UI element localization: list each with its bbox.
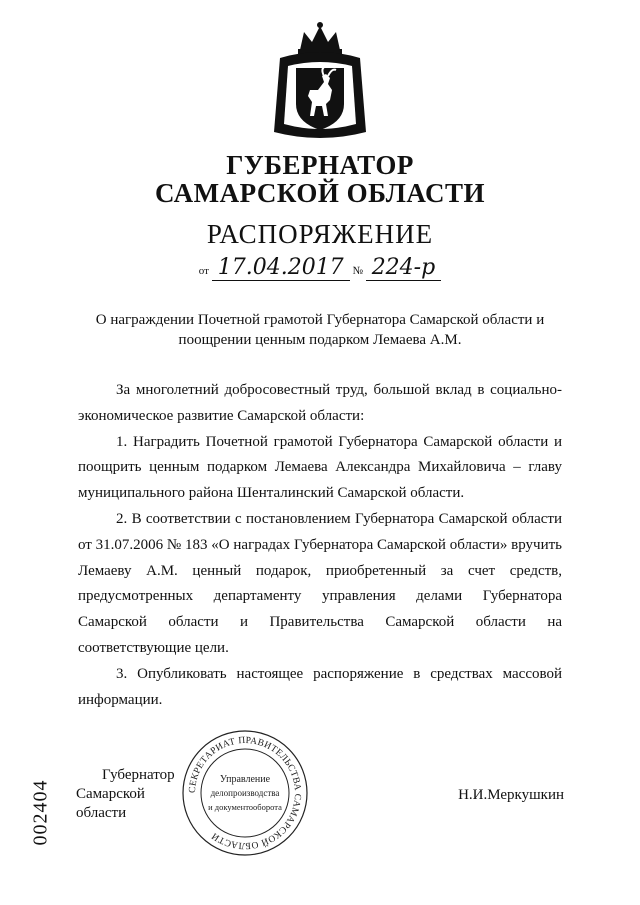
document-type: РАСПОРЯЖЕНИЕ: [206, 219, 434, 249]
stamp-line: и документооборота: [208, 802, 282, 812]
handwritten-date: 17.04.2017: [212, 256, 350, 281]
document-subject: [0, 310, 640, 350]
handwritten-number: 224-р: [366, 256, 442, 281]
date-prefix: от: [198, 265, 209, 277]
coat-of-arms-icon: [270, 20, 370, 144]
preamble-paragraph: За многолетний добросовестный труд, большой вклад в социально-экономическое развитие Самарской области:: [78, 382, 562, 424]
registry-number: [31, 768, 51, 856]
signatory-title-line: Самарской области: [76, 786, 145, 821]
registry-number-text: 002404: [29, 779, 52, 845]
stamp-line: Управление: [219, 774, 271, 785]
issuer-title: ГУБЕРНАТОР: [226, 150, 414, 180]
signatory-title: [76, 766, 196, 823]
subject-line: поощрении ценным подарком Лемаева А.М.: [178, 332, 462, 348]
stamp-line: делопроизводства: [210, 788, 280, 798]
number-prefix: №: [352, 265, 363, 277]
signatory-title-line: Губернатор: [102, 767, 175, 783]
document-body: [78, 378, 562, 713]
registration-line: [0, 256, 640, 281]
order-item-3: 3. Опубликовать настоящее распоряжение в средствах массовой информации.: [78, 665, 562, 708]
subject-line: О награждении Почетной грамотой Губернатора Самарской области и: [95, 312, 545, 328]
order-item-2: 2. В соответствии с постановлением Губернатора Самарской области от 31.07.2006 № 183 «О наградах Губернатора Самарской области» вручить Лемаеву А.М. ценный подарок, приобретенный за счет средств, предусмотренных департаменту управления делами Губернатора Самарской области и Правительства Самарской области на соответствующие цели.: [78, 510, 562, 656]
issuer-region: САМАРСКОЙ ОБЛАСТИ: [154, 178, 486, 208]
official-stamp: [180, 728, 310, 858]
signatory-name: Н.И.Меркушкин: [458, 787, 564, 803]
stamp-ring-text: СЕКРЕТАРИАТ ПРАВИТЕЛЬСТВА САМАРСКОЙ ОБЛАСТИ: [187, 735, 303, 851]
order-item-1: 1. Наградить Почетной грамотой Губернатора Самарской области и поощрить ценным подарком Лемаева Александра Михайловича – главу муниципального района Шенталинский Самарской области.: [78, 433, 562, 502]
